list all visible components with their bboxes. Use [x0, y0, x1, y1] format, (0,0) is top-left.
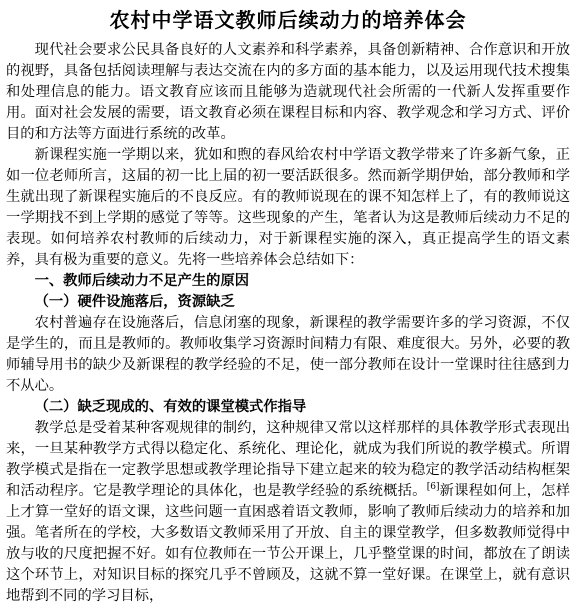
subsection-heading-teaching-model: （二）缺乏现成的、有效的课堂模式作指导 — [34, 399, 307, 415]
paragraph-teaching-model-part1: 教学总是受着某种客观规律的制约，这种规律又常以这样那样的具体教学形式表现出来，一旦某种教学方式得以稳定化、系统化、理论化，就成为我们所说的教学模式。所谓教学模式是指在一定教学思想或教学理论指导下建立起来的较为稳定的教学活动结构框架和活动程序。它是教学理论的具体化，也是教学经验的系统概括。 — [6, 420, 570, 499]
document-body — [0, 40, 576, 607]
document-title: 农村中学语文教师后续动力的培养体会 — [109, 8, 467, 32]
paragraph-teaching-model-part2: 新课程如何上，怎样上才算一堂好的语文课，这些问题一直困惑着语文教师，影响了教师后续动力的培养和加强。笔者所在的学校，大多数语文教师采用了开放、自主的课堂教学，但多数教师觉得中放与收的尺度把握不好。如有位教师在一节公开课上，几乎整堂课的时间，都放在了朗读这个环节上，对知识目标的探究几乎不曾顾及，这就不算一堂好课。在课堂上，就有意识地帮到不同的学习目标， — [6, 483, 571, 604]
paragraph-intro: 现代社会要求公民具备良好的人文素养和科学素养，具备创新精神、合作意识和开放的视野，具备包括阅读理解与表达交流在内的多方面的基本能力，以及运用现代技术搜集和处理信息的能力。语文教育应该而且能够为造就现代社会所需的一代新人发挥重要作用。面对社会发展的需要，语文教育必须在课程目标和内容、教学观念和学习方式、评价目的和方法等方面进行系统的改革。 — [6, 42, 570, 142]
paragraph-teaching-model — [6, 418, 570, 607]
paragraph-new-curriculum: 新课程实施一学期以来，犹如和煦的春风给农村中学语文教学带来了许多新气象，正如一位老师所言，这届的初一比上届的初一要活跃很多。然而新学期伊始，部分教师和学生就出现了新课程实施后的不良反应。有的教师说现在的课不知怎样上了，有的教师说这一学期找不到上学期的感觉了等等。这些现象的产生，笔者认为这是教师后续动力不足的表现。如何培养农村教师的后续动力，对于新课程实施的深入，真正提高学生的语文素养，具有极为重要的意义。先将一些培养体会总结如下： — [6, 147, 570, 268]
document-page — [0, 6, 576, 604]
subsection-heading-hardware: （一）硬件设施落后，资源缺乏 — [34, 294, 235, 310]
paragraph-hardware: 农村普遍存在设施落后，信息闭塞的现象，新课程的教学需要许多的学习资源，不仅是学生的，而且是教师的。教师收集学习资源时间精力有限、难度很大。另外，必要的教师辅导用书的缺少及新课程的教学经验的不足，使一部分教师在设计一堂课时往往感到力不从心。 — [6, 315, 570, 394]
section-heading-reasons: 一、教师后续动力不足产生的原因 — [34, 273, 250, 289]
citation-marker: [6] — [426, 482, 440, 493]
